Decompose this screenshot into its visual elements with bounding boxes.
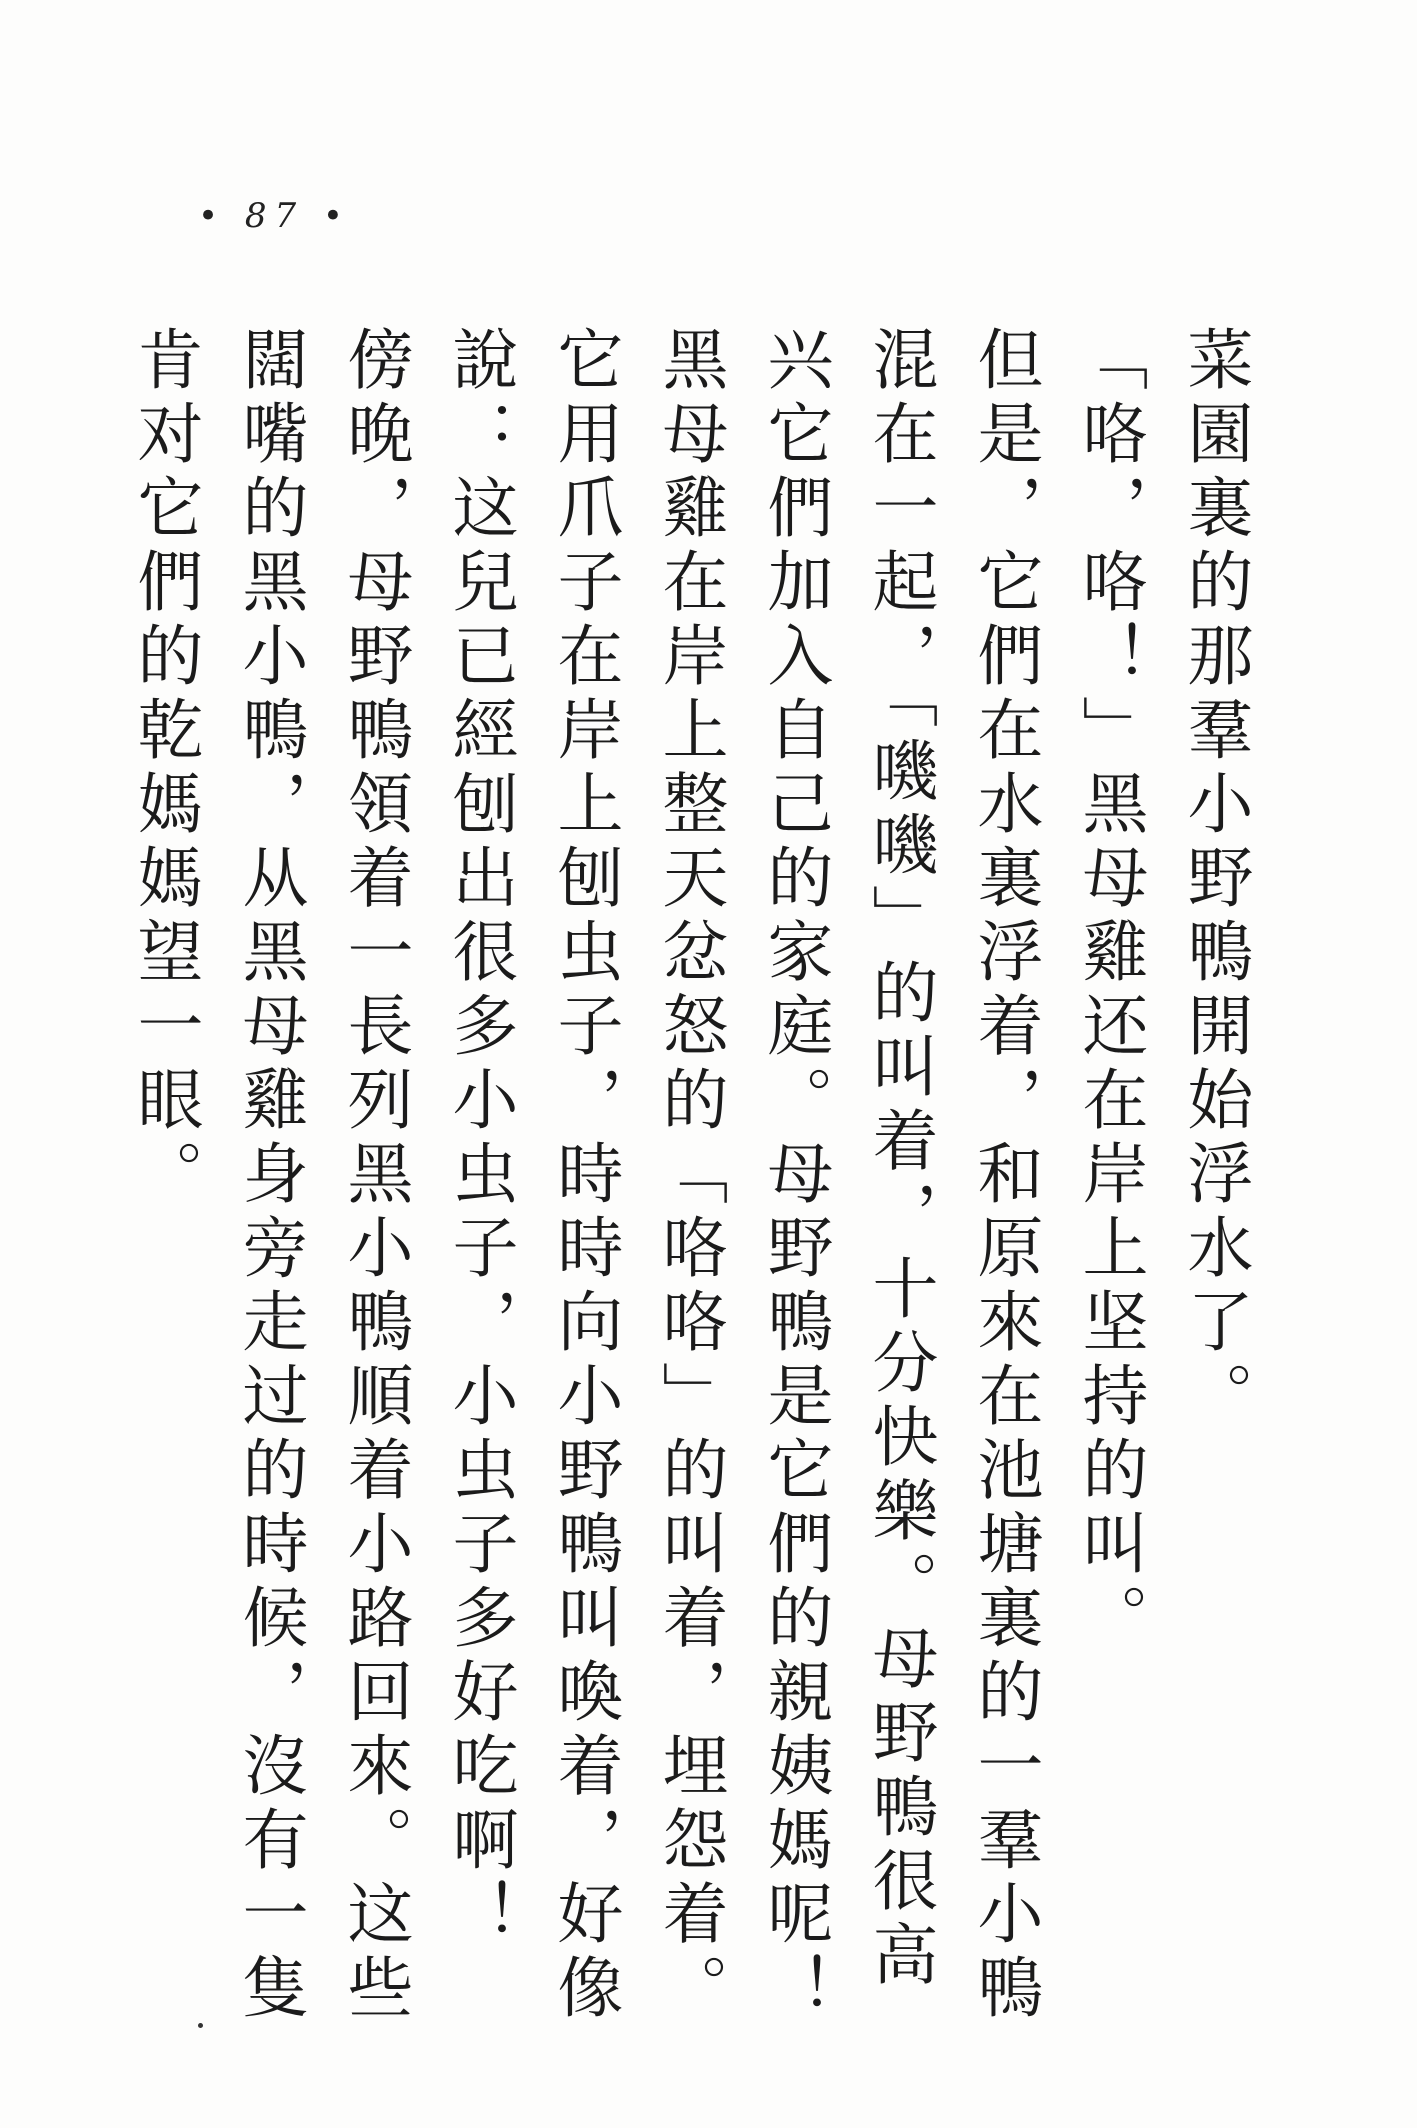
page-number: • 87 • (198, 196, 351, 236)
paragraph: 傍晚，母野鴨領着一長列黑小鴨順着小路回來。这些闊嘴的黑小鴨，从黑母雞身旁走过的時候，沒有一隻肯对它們的乾媽媽望一眼。 (126, 325, 413, 2027)
paragraph: 「咯，咯！」黑母雞还在岸上坚持的叫。 (1071, 325, 1148, 1657)
paragraph: 黑母雞在岸上整天忿怒的「咯咯」的叫着，埋怨着。它用爪子在岸上刨虫子，時時向小野鴨叫喚着，好像說：这兒已經刨出很多小虫子，小虫子多好吃啊！ (441, 325, 728, 2027)
paragraph: 但是，它們在水裏浮着，和原來在池塘裏的一羣小鴨混在一起，「嘰嘰」的叫着，十分快樂。母野鴨很高兴它們加入自己的家庭。母野鴨是它們的親姨媽呢！ (756, 325, 1043, 2027)
paragraph: 菜園裏的那羣小野鴨開始浮水了。 (1176, 325, 1253, 1435)
ink-speck (198, 2023, 203, 2028)
body-text (112, 325, 1267, 2045)
